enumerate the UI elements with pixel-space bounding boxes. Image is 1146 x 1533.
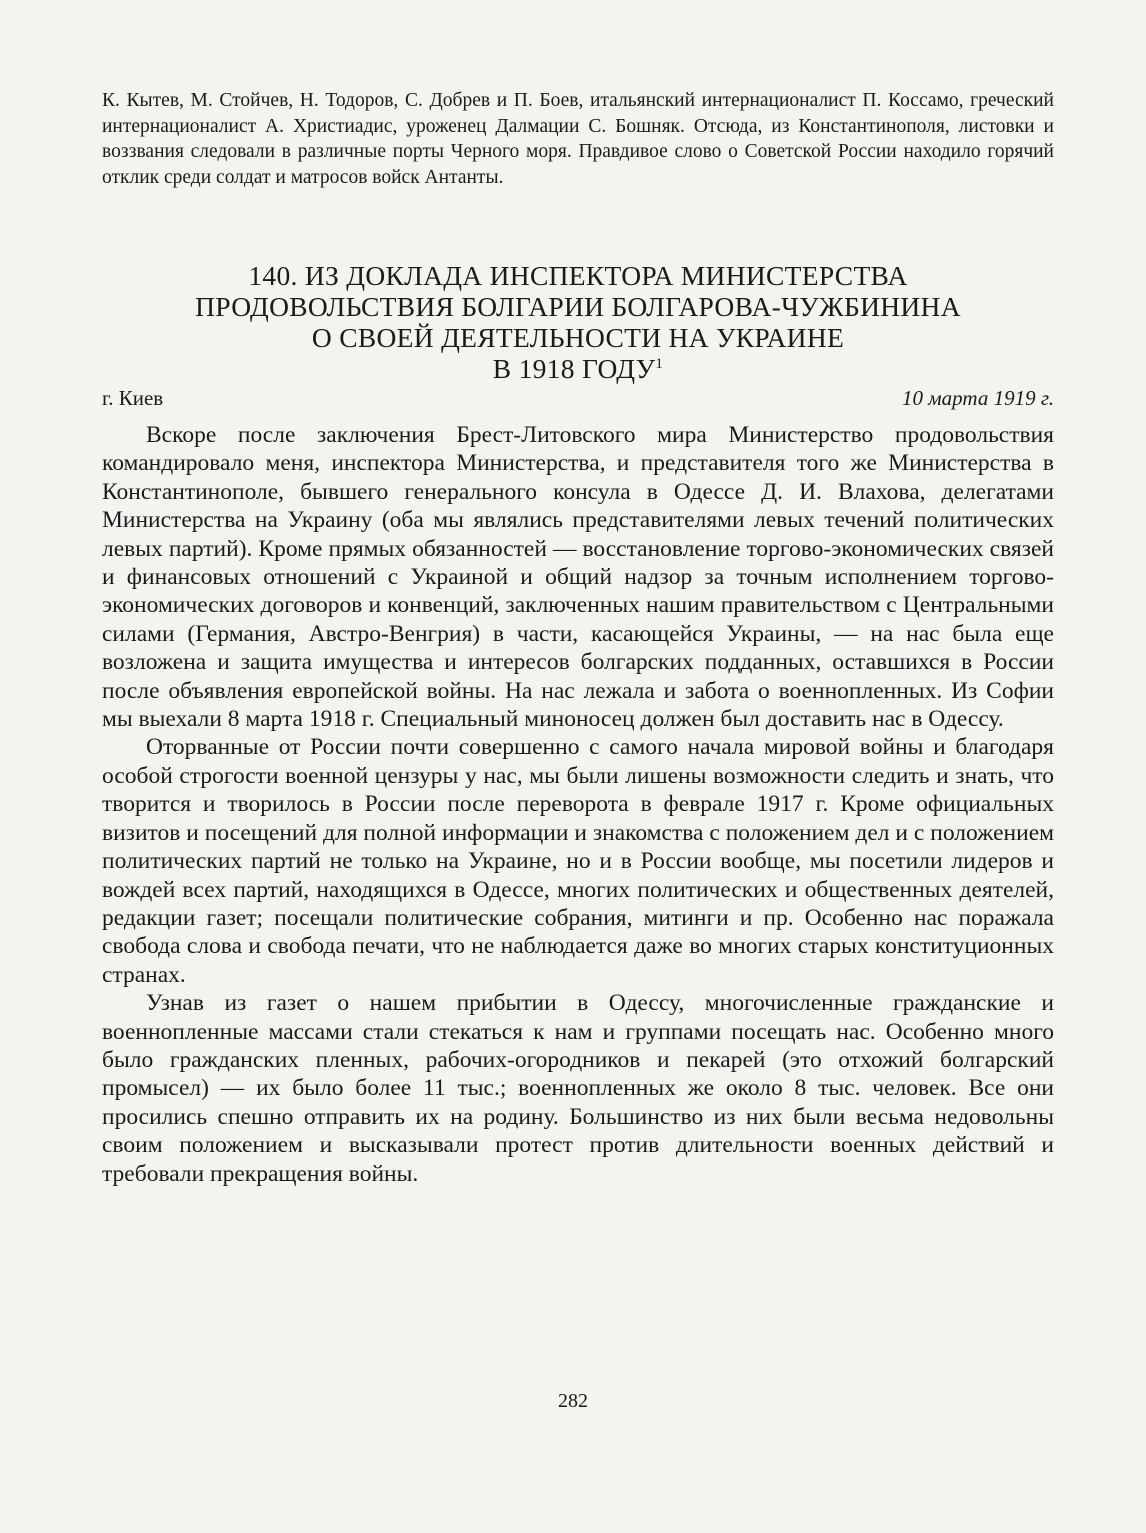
page-number: 282 xyxy=(558,1390,588,1412)
document-page xyxy=(102,88,1054,1188)
title-line: О СВОЕЙ ДЕЯТЕЛЬНОСТИ НА УКРАИНЕ xyxy=(311,322,845,353)
place-date-line xyxy=(102,385,1054,411)
intro-paragraph: К. Кытев, М. Стойчев, Н. Тодоров, С. Добрев и П. Боев, итальянский интернационалист П. Коссамо, греческий интернационалист А. Христиадис, уроженец Далмации С. Бошняк. Отсюда, из Константинополя, листовки и воззвания следовали в различные порты Черного моря. Правдивое слово о Советской России находило горячий отклик среди солдат и матросов войск Антанты. xyxy=(102,90,1054,188)
paragraph: Узнав из газет о нашем прибытии в Одессу, многочисленные гражданские и военнопленные массами стали стекаться к нам и группами посещать нас. Особенно много было гражданских пленных, рабочих-огородников и пекарей (это отхожий болгарский промысел) — их было более 11 тыс.; военнопленных же около 8 тыс. человек. Все они просились спешно отправить их на родину. Большинство из них были весьма недовольны своим положением и высказывали протест против длительности военных действий и требовали прекращения войны. xyxy=(102,990,1054,1187)
date: 10 марта 1919 г. xyxy=(902,386,1054,410)
footnote-mark: 1 xyxy=(655,355,664,372)
document-title xyxy=(102,260,1054,384)
title-line: 140. ИЗ ДОКЛАДА ИНСПЕКТОРА МИНИСТЕРСТВА xyxy=(248,260,908,291)
body-text xyxy=(102,421,1054,1188)
place: г. Киев xyxy=(102,386,164,410)
title-line: ПРОДОВОЛЬСТВИЯ БОЛГАРИИ БОЛГАРОВА-ЧУЖБИНИНА xyxy=(195,291,961,322)
paragraph: Вскоре после заключения Брест-Литовского мира Министерство продовольствия командировало меня, инспектора Министерства, и представителя того же Министерства в Константинополе, бывшего генерального консула в Одессе Д. И. Влахова, делегатами Министерства на Украину (оба мы являлись представителями левых течений политических левых партий). Кроме прямых обязанностей — восстановление торгово-экономических связей и финансовых отношений с Украиной и общий надзор за точным исполнением торгово-экономических договоров и конвенций, заключенных нашим правительством с Центральными силами (Германия, Австро-Венгрия) в части, касающейся Украины, — на нас была еще возложена и защита имущества и интересов болгарских подданных, оставшихся в России после объявления европейской войны. На нас лежала и забота о военнопленных. Из Софии мы выехали 8 марта 1918 г. Специальный миноносец должен был доставить нас в Одессу. xyxy=(102,422,1054,733)
paragraph: Оторванные от России почти совершенно с самого начала мировой войны и благодаря особой строгости военной цензуры у нас, мы были лишены возможности следить и знать, что творится и творилось в России после переворота в феврале 1917 г. Кроме официальных визитов и посещений для полной информации и знакомства с положением дел и с положением политических партий не только на Украине, но и в России вообще, мы посетили лидеров и вождей всех партий, находящихся в Одессе, многих политических и общественных деятелей, редакции газет; посещали политические собрания, митинги и пр. Особенно нас поражала свобода слова и свобода печати, что не наблюдается даже во многих старых конституционных странах. xyxy=(102,734,1054,988)
title-year: В 1918 ГОДУ xyxy=(492,353,656,384)
title-line xyxy=(102,353,1054,384)
